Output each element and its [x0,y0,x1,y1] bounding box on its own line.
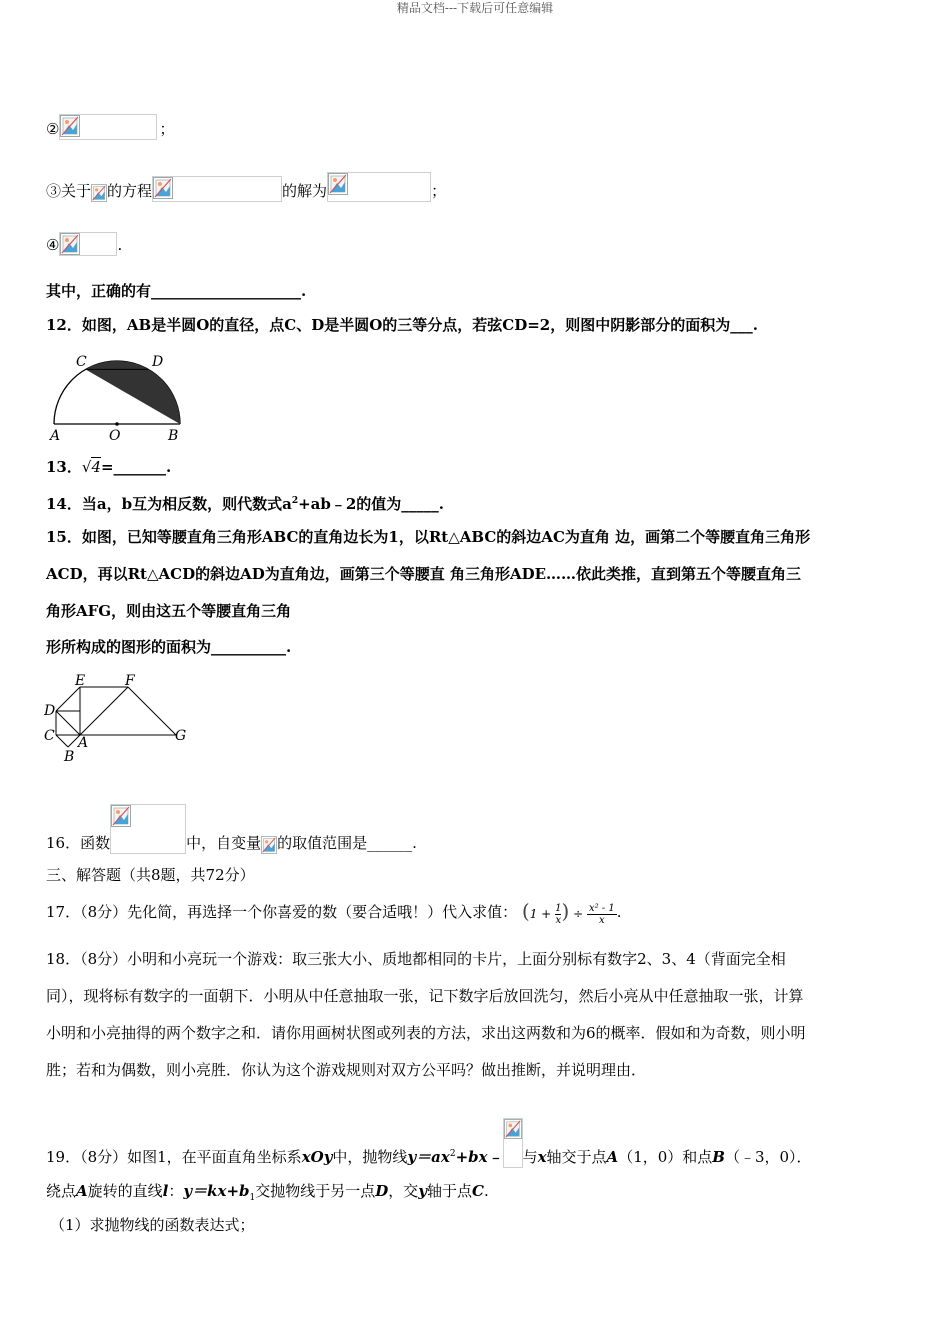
question-16-text: 中，自变量 [186,834,262,852]
broken-image-icon [111,805,131,827]
q19-text: ： [168,1182,184,1200]
expr-numerator: 1 [555,903,562,914]
q19-math: B [712,1148,725,1166]
expr-divide: ÷ [573,907,584,921]
label-b: B [168,428,179,444]
q19-text: （﹣3，0）． [724,1148,812,1166]
sqrt-symbol: √ [81,458,92,476]
q19-math: x [537,1148,547,1166]
item-3-text: 关于 [61,182,92,200]
question-13-rest: =_______. [100,458,172,476]
q19-text: 轴于点 [427,1182,473,1200]
expr-term: 1 + [529,907,552,921]
item-3-end: ； [431,182,447,200]
q19-text: 中，抛物线 [332,1148,408,1166]
label-f: F [125,673,135,689]
radicand: 4 [91,458,101,476]
expr-numerator: x² - 1 [588,903,615,914]
question-15-line-2: ACD，再以Rt△ACD的斜边AD为直角边，画第三个等腰直 角三角形ADE……依此类推，直到第五个等腰直角三 [46,565,802,583]
broken-image-icon [153,177,173,199]
question-18-line-4: 胜；若和为偶数，则小亮胜．你认为这个游戏规则对双方公平吗？做出推断，并说明理由． [46,1061,647,1079]
q19-equation: y＝ax [407,1148,450,1166]
formula-image [110,804,186,854]
question-17 [46,900,622,926]
item-3-line [46,172,446,202]
formula-image [59,232,117,256]
expr-denominator: x [555,915,562,926]
question-15-line-1: 15．如图，已知等腰直角三角形ABC的直角边长为1，以Rt△ABC的斜边AC为直角 边，画第二个等腰直角三角形 [46,528,811,546]
question-19-sub-1: （1）求抛物线的函数表达式； [50,1216,255,1234]
math-expression: (1 + $\frac{1}{x}$ ) ÷ $\frac{\text{x² - 1}}{x}$ [521,899,615,926]
superscript: 2 [291,496,299,506]
q19-text: 绕点 [46,1182,77,1200]
section-heading: 三、解答题（共8题，共72分） [46,866,255,884]
semicircle-figure [46,348,196,446]
label-g: G [175,728,187,744]
q19-equation: y＝kx+b [183,1182,250,1200]
item-3-text: 的解为 [282,182,328,200]
q19-text: . [483,1182,489,1200]
broken-image-icon [504,1119,522,1139]
broken-image-icon [60,115,80,137]
question-19 [46,1118,812,1168]
question-14-text: 14．当a，b互为相反数，则代数式a [46,495,292,513]
q19-math: A [606,1148,619,1166]
q19-text: 与 [522,1148,538,1166]
item-4-marker: ④ [46,236,60,254]
q19-math: C [472,1182,484,1200]
q19-math: xOy [301,1148,333,1166]
subscript: 1 [249,1193,256,1203]
summary-line: 其中，正确的有____________________. [46,282,307,300]
question-16 [46,804,417,854]
question-16-text: 16．函数 [46,834,111,852]
q19-text: 交抛物线于另一点 [255,1182,376,1200]
question-14 [46,490,444,515]
label-c: C [44,728,55,744]
formula-image [59,114,157,140]
formula-image [327,172,431,202]
item-4-end: . [117,236,123,254]
q19-math: D [375,1182,389,1200]
question-16-text: 的取值范围是______. [277,834,417,852]
label-a: A [78,735,89,751]
question-19-line-2 [46,1180,489,1209]
q19-text: 轴交于点 [546,1148,607,1166]
broken-image-icon [91,184,107,202]
question-13-number: 13． [46,458,82,476]
label-a: A [50,428,61,444]
broken-image-icon [261,836,277,854]
q19-text: 旋转的直线 [87,1182,163,1200]
item-2-line [46,114,174,140]
q19-math: y [418,1182,427,1200]
question-12: 12．如图，AB是半圆O的直径，点C、D是半圆O的三等分点，若弦CD=2，则图中阴影部分的面积为___. [46,316,758,334]
label-d: D [152,354,164,370]
triangles-figure [44,672,194,764]
question-17-end: . [616,903,622,921]
item-2-end: ； [159,120,175,138]
item-4-line [46,232,122,256]
label-d: D [44,703,56,719]
item-3-text: 的方程 [107,182,153,200]
item-3-marker: ③ [46,182,62,200]
q19-text: 19．（8分）如图1，在平面直角坐标系 [46,1148,302,1166]
question-18-line-2: 同），现将标有数字的一面朝下．小明从中任意抽取一张，记下数字后放回洗匀，然后小亮从中任意抽取一张，计算 [46,987,804,1005]
formula-image [503,1118,523,1168]
q19-text: （1，0）和点 [618,1148,713,1166]
item-2-marker: ② [46,120,60,138]
question-17-text: 17．（8分）先化简，再选择一个你喜爱的数（要合适哦！）代入求值： [46,903,518,921]
formula-image [152,176,282,202]
label-b: B [64,749,75,764]
question-14-rest: +ab﹣2的值为_____. [298,495,445,513]
label-c: C [76,354,87,370]
superscript: 2 [449,1149,456,1159]
page-header: 精品文档---下载后可任意编辑 [396,1,554,15]
label-e: E [75,673,86,689]
q19-text: ，交 [388,1182,419,1200]
label-o: O [109,428,121,444]
question-13 [46,456,171,478]
broken-image-icon [60,233,80,255]
q19-math: l [162,1182,169,1200]
question-18-line-3: 小明和小亮抽得的两个数字之和．请你用画树状图或列表的方法，求出这两数和为6的概率．假如和为奇数，则小明 [46,1024,806,1042]
question-18-line-1: 18．（8分）小明和小亮玩一个游戏：取三张大小、质地都相同的卡片，上面分别标有数字2、3、4（背面完全相 [46,950,786,968]
q19-equation: +bx﹣ [455,1148,503,1166]
broken-image-icon [328,173,348,195]
question-15-line-3: 角形AFG，则由这五个等腰直角三角 [46,602,292,620]
q19-math: A [76,1182,88,1200]
question-15-line-4: 形所构成的图形的面积为__________. [46,638,292,656]
expr-denominator: x [599,915,605,926]
